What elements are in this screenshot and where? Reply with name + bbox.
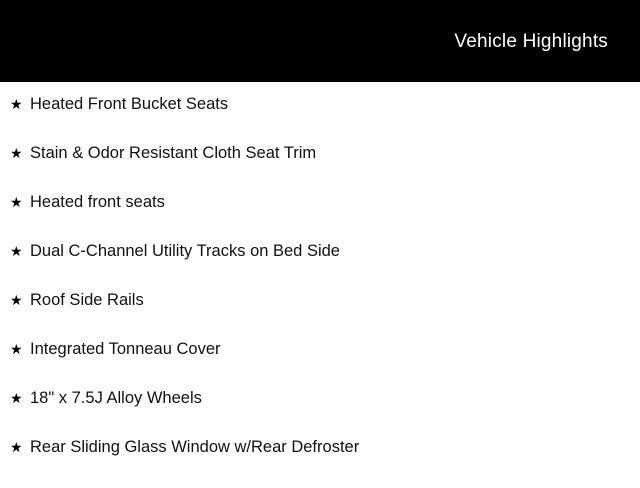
- list-item: [0, 292, 640, 341]
- list-item: [0, 194, 640, 243]
- star-icon: ★: [10, 439, 23, 455]
- list-item-label: Dual C-Channel Utility Tracks on Bed Side: [30, 242, 340, 260]
- list-item-label: Heated Front Bucket Seats: [30, 95, 229, 113]
- star-icon: ★: [10, 96, 23, 112]
- list-item: [0, 390, 640, 439]
- list-item: [0, 341, 640, 390]
- page-title: Vehicle Highlights: [454, 30, 608, 52]
- star-icon: ★: [10, 243, 23, 259]
- page-header: [0, 0, 640, 82]
- star-icon: ★: [10, 194, 23, 210]
- list-item-label: Roof Side Rails: [30, 291, 144, 309]
- star-icon: ★: [10, 292, 23, 308]
- list-item-label: 18" x 7.5J Alloy Wheels: [30, 389, 202, 407]
- list-item-label: Heated front seats: [30, 193, 165, 211]
- list-item: [0, 96, 640, 145]
- list-item: [0, 145, 640, 194]
- list-item: [0, 439, 640, 488]
- vehicle-highlights-list: [0, 82, 640, 488]
- star-icon: ★: [10, 341, 23, 357]
- list-item-label: Stain & Odor Resistant Cloth Seat Trim: [30, 144, 317, 162]
- list-item: [0, 243, 640, 292]
- list-item-label: Integrated Tonneau Cover: [30, 340, 221, 358]
- list-item-label: Rear Sliding Glass Window w/Rear Defroster: [30, 438, 360, 456]
- star-icon: ★: [10, 390, 23, 406]
- star-icon: ★: [10, 145, 23, 161]
